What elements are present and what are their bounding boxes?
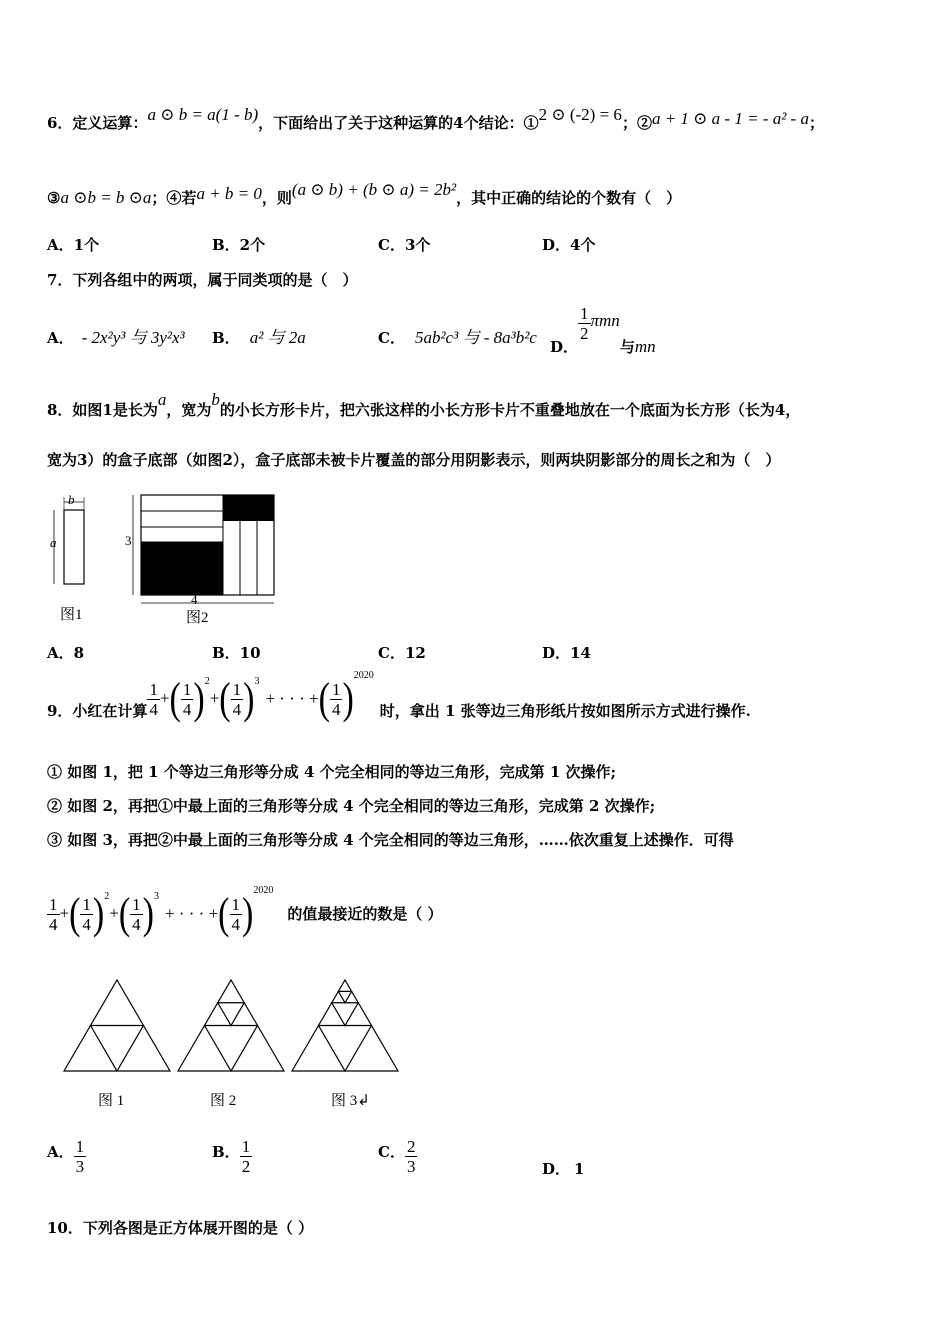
rparen: ): [142, 889, 154, 938]
fig1-label-b: b: [68, 492, 75, 507]
q7-d-pimn: πmn: [590, 310, 620, 330]
q7-b-expr: a² 与 2a: [249, 328, 306, 347]
q9-step1: ① 如图 1，把 1 个等边三角形等分成 4 个完全相同的等边三角形，完成第 1 次操作;: [47, 763, 617, 781]
an-num: 1: [231, 895, 240, 914]
tn-num: 1: [331, 680, 341, 699]
ask-pow2020: 2020: [253, 884, 274, 896]
lparen: (: [318, 674, 330, 723]
q7-d-mn: mn: [634, 336, 656, 356]
lparen: (: [219, 674, 231, 723]
pow2: 2: [204, 675, 210, 687]
fig-tri3-caption: 图 3↲: [331, 1093, 370, 1109]
q7-option-a[interactable]: [47, 328, 185, 348]
q7-a-expr: - 2x²y³ 与 3y²x³: [81, 328, 185, 347]
q8-option-c[interactable]: C．12: [378, 644, 426, 662]
q9-a-label: A．: [47, 1142, 74, 1161]
q6-c2: a + 1 ⊙ a - 1 = - a² - a: [651, 109, 809, 128]
q7-c-expr: 5ab²c³ 与 - 8a³b²c: [414, 328, 537, 347]
a1-num: 1: [49, 895, 58, 914]
q9-ask: [47, 884, 443, 945]
q9-c-label: C．: [378, 1142, 405, 1161]
an-den: 4: [231, 915, 240, 934]
pow3: 3: [254, 675, 260, 687]
q9-stem-a: 9．小红在计算: [47, 701, 148, 720]
q9-step2: ② 如图 2，再把①中最上面的三角形等分成 4 个完全相同的等边三角形，完成第 2 次操作;: [47, 797, 656, 815]
q9-sum-t2: [181, 680, 194, 719]
q9-ask-t2: [80, 895, 93, 934]
q9-figure3: [290, 978, 400, 1073]
t3-num: 1: [232, 680, 242, 699]
q6-def: a ⊙ b = a(1 - b): [147, 105, 259, 124]
q8-var-b: b: [211, 390, 220, 409]
lparen: (: [69, 889, 81, 938]
q6-option-a[interactable]: A．1个: [47, 236, 100, 254]
fig1-label-a: a: [50, 535, 57, 550]
q10-stem: 10．下列各图是正方体展开图的是（ ）: [47, 1219, 314, 1237]
q6-c1: 2 ⊙ (-2) = 6: [538, 105, 622, 124]
t1-den: 4: [149, 700, 158, 719]
q9-ask-t1: [47, 895, 60, 934]
q9-a-den: 3: [75, 1157, 85, 1176]
q9-sum-t1: [147, 680, 160, 719]
rparen: ): [243, 674, 255, 723]
q7-d-frac: [578, 304, 591, 343]
ask-pow2: 2: [104, 890, 110, 902]
q9-ask-dots: + · · · +: [165, 903, 219, 923]
q7-option-b[interactable]: [212, 328, 306, 348]
q9-c-den: 3: [406, 1157, 416, 1176]
fig1-caption: 图1: [60, 607, 83, 623]
q8-option-b[interactable]: B．10: [212, 644, 261, 662]
q9-figure1: [62, 978, 172, 1073]
q7-d-tail: 与: [619, 337, 635, 356]
a2-num: 1: [82, 895, 91, 914]
q9-c-frac: [405, 1137, 418, 1176]
q9-a-num: 1: [75, 1137, 85, 1156]
rparen: ): [342, 674, 354, 723]
q9-stem: [47, 669, 751, 730]
q7-option-d[interactable]: [550, 304, 656, 356]
q6-option-c[interactable]: C．3个: [378, 236, 431, 254]
t2-num: 1: [182, 680, 192, 699]
q8-var-a: a: [157, 390, 167, 409]
q6-option-b[interactable]: B．2个: [212, 236, 266, 254]
q7-d-num: 1: [580, 304, 589, 323]
q8-line2: 宽为3）的盒子底部（如图2），盒子底部未被卡片覆盖的部分用阴影表示，则两块阴影部分的周长之和为（ ）: [47, 451, 781, 469]
a1-den: 4: [49, 915, 58, 934]
t2-den: 4: [182, 700, 192, 719]
q9-ask-tn: [230, 895, 243, 934]
q8-text1: 8．如图1是长为: [47, 401, 158, 419]
q6-text3: ；: [808, 114, 824, 132]
q9-plus2: +: [209, 688, 220, 708]
q7-b-label: B．: [212, 329, 240, 347]
q8-figure2: [120, 490, 285, 620]
pow2020: 2020: [353, 669, 374, 681]
q9-option-c[interactable]: [378, 1137, 417, 1176]
fig1-card: [64, 510, 84, 584]
q8-text2: ，宽为: [166, 401, 212, 419]
tn-den: 4: [331, 700, 341, 719]
ask-pow3: 3: [154, 890, 159, 902]
q9-ask-plus2: +: [109, 903, 119, 923]
q9-step3: ③ 如图 3，再把②中最上面的三角形等分成 4 个完全相同的等边三角形，……依次重复上述操作．可得: [47, 831, 734, 849]
q7-d-den: 2: [580, 324, 589, 343]
q8-text3: 的小长方形卡片，把六张这样的小长方形卡片不重叠地放在一个底面为长方形（长为4，: [219, 401, 801, 419]
q9-stem-b: 时，拿出 1 张等边三角形纸片按如图所示方式进行操作.: [379, 701, 751, 720]
fig2-shade-right: [223, 495, 274, 521]
q9-sum-t3: [231, 680, 244, 719]
q9-d-label: D．: [542, 1160, 571, 1178]
q9-option-a[interactable]: [47, 1137, 86, 1176]
q8-line1: [47, 390, 801, 420]
q9-b-label: B．: [212, 1142, 240, 1161]
rparen: ): [242, 889, 254, 938]
q6-c3: a ⊙b = b ⊙a: [60, 188, 152, 207]
q9-d-val: 1: [574, 1160, 585, 1178]
q9-option-b[interactable]: [212, 1137, 252, 1176]
q9-plus1: +: [159, 688, 170, 708]
lparen: (: [169, 674, 181, 723]
fig2-caption: 图2: [186, 610, 209, 626]
q7-stem: 7．下列各组中的两项，属于同类项的是（ ）: [47, 271, 358, 289]
q6-text4: ；④若: [151, 189, 197, 207]
q7-a-label: A．: [47, 329, 74, 347]
q6-option-d[interactable]: D．4个: [542, 236, 596, 254]
q9-a-frac: [74, 1137, 87, 1176]
fig2-label-4: 4: [191, 592, 198, 607]
q7-c-label: C．: [378, 329, 405, 347]
fig-tri1-caption: 图 1: [98, 1093, 125, 1109]
q6-c4: (a ⊙ b) + (b ⊙ a) = 2b²: [291, 180, 457, 199]
q6-line2: [47, 180, 682, 208]
rparen: ): [92, 889, 105, 938]
q6-text2: ；②: [621, 114, 652, 132]
t1-num: 1: [149, 680, 158, 699]
q9-b-den: 2: [241, 1157, 251, 1176]
q8-option-a[interactable]: A．8: [47, 644, 85, 662]
lparen: (: [118, 889, 131, 938]
t3-den: 4: [232, 700, 242, 719]
q8-option-d[interactable]: D．14: [542, 644, 591, 662]
q9-ask-t3: [130, 895, 143, 934]
a2-den: 4: [82, 915, 91, 934]
q9-b-num: 1: [241, 1137, 251, 1156]
q9-figure2: [176, 978, 286, 1073]
fig2-shade-left: [141, 542, 223, 595]
rparen: ): [193, 674, 205, 723]
lparen: (: [218, 889, 230, 938]
q9-option-d[interactable]: [542, 1159, 584, 1179]
fig2-label-3: 3: [125, 533, 132, 548]
q9-b-frac: [240, 1137, 253, 1176]
q9-dots: + · · · +: [265, 688, 319, 708]
q7-option-c[interactable]: [378, 328, 537, 348]
q9-sum-tn: [330, 680, 343, 719]
q6-line1: [47, 105, 824, 133]
q7-d-label: D．: [550, 337, 579, 356]
a3-num: 1: [132, 895, 141, 914]
q6-c4cond: a + b = 0: [196, 184, 262, 203]
q9-c-num: 2: [406, 1137, 416, 1156]
q9-ask-plus1: +: [59, 903, 70, 923]
q9-ask-text: 的值最接近的数是（ ）: [287, 904, 443, 923]
q6-text6: ，其中正确的结论的个数有（ ）: [456, 189, 682, 207]
fig-tri2-caption: 图 2: [210, 1093, 237, 1109]
q6-text5: ，则: [261, 189, 292, 207]
q6-circ3: ③: [47, 189, 61, 207]
q6-text: ，下面给出了关于这种运算的4个结论：①: [258, 114, 539, 132]
a3-den: 4: [132, 915, 141, 934]
q6-label: 6．定义运算：: [47, 114, 148, 132]
